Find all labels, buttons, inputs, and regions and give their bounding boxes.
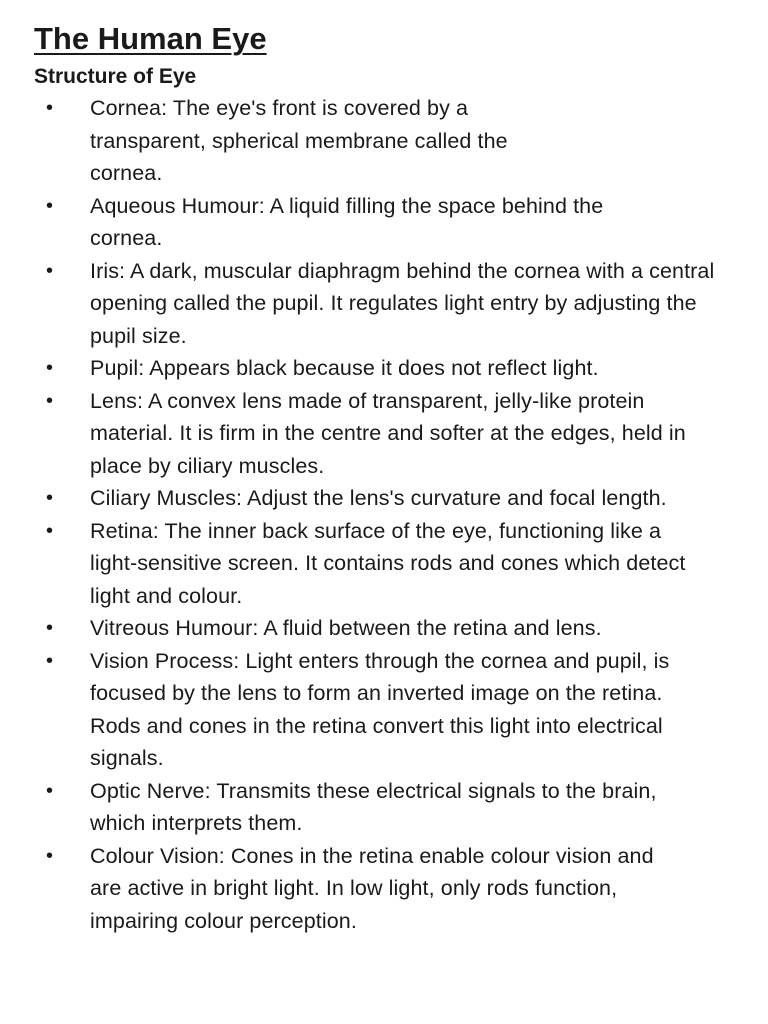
list-item-text: Optic Nerve: Transmits these electrical signals to the brain, which interprets them. (90, 778, 657, 835)
bullet-icon: • (46, 617, 54, 639)
list-item-text: Colour Vision: Cones in the retina enable colour vision and are active in bright light. In low light, only rods function, impairing colour perception. (90, 843, 654, 933)
bullet-icon: • (46, 779, 54, 802)
list-item (34, 840, 690, 938)
list-item-text: Vitreous Humour: A fluid between the retina and lens. (90, 616, 602, 640)
list-item-text: Lens: A convex lens made of transparent, jelly-like protein material. It is firm in the centre and softer at the edges, held in place by ciliary muscles. (90, 388, 686, 478)
page-title: The Human Eye (34, 21, 267, 56)
list-item (34, 775, 690, 840)
bullet-icon: • (46, 97, 54, 119)
list-item (34, 645, 715, 775)
bullet-icon: • (46, 357, 54, 379)
document-page (34, 20, 724, 937)
list-item (34, 515, 705, 613)
list-item (34, 385, 690, 483)
list-item (34, 190, 670, 255)
bullet-icon: • (46, 259, 54, 282)
list-item (34, 482, 690, 515)
list-item-text: Retina: The inner back surface of the eye, functioning like a light-sensitive screen. It contains rods and cones which detect light and colour. (90, 518, 686, 608)
list-item-text: Vision Process: Light enters through the cornea and pupil, is focused by the lens to form an inverted image on the retina. Rods and cones in the retina convert this light into electrical signals. (90, 648, 670, 770)
list-item-text: Iris: A dark, muscular diaphragm behind the cornea with a central opening called the pupil. It regulates light entry by adjusting the pupil size. (90, 258, 715, 348)
bullet-icon: • (46, 389, 54, 412)
bullet-icon: • (46, 519, 54, 542)
list-item (34, 612, 720, 645)
list-item (34, 92, 570, 190)
bullet-icon: • (46, 844, 54, 867)
list-item (34, 255, 720, 353)
list-item-text: Aqueous Humour: A liquid filling the space behind the cornea. (90, 193, 604, 250)
list-item (34, 352, 720, 385)
bullet-icon: • (46, 194, 54, 217)
structure-list (34, 92, 724, 937)
list-item-text: Pupil: Appears black because it does not reflect light. (90, 356, 599, 380)
section-heading: Structure of Eye (34, 65, 197, 88)
bullet-icon: • (46, 649, 54, 672)
list-item-text: Ciliary Muscles: Adjust the lens's curvature and focal length. (90, 486, 667, 510)
list-item-text: Cornea: The eye's front is covered by a transparent, spherical membrane called the cornea. (90, 96, 508, 185)
bullet-icon: • (46, 487, 54, 509)
